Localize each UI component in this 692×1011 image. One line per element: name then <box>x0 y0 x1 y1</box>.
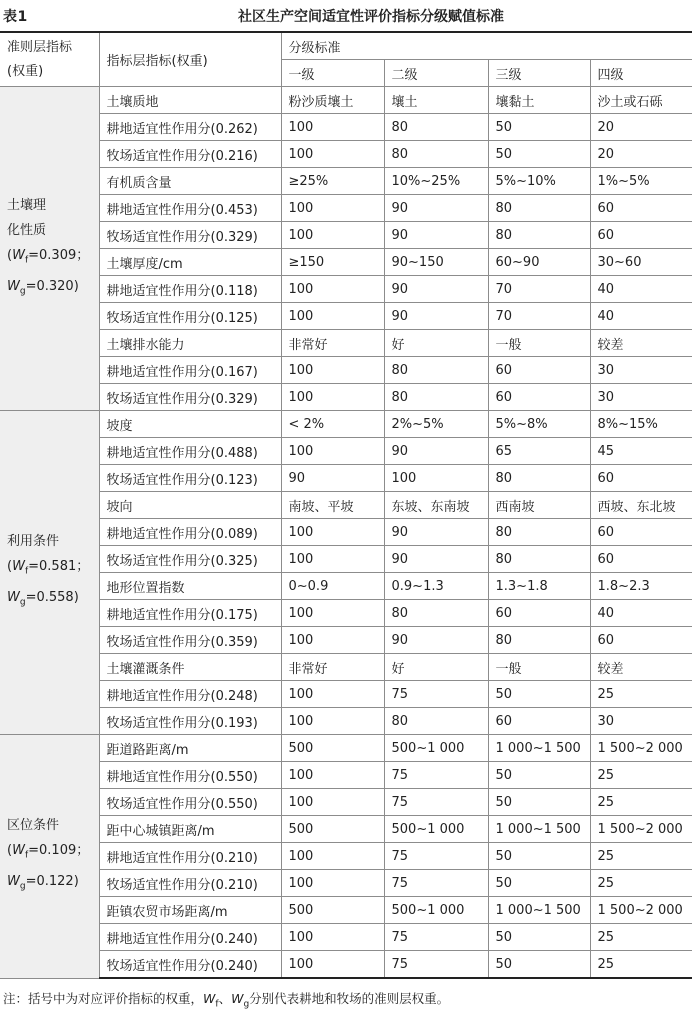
level-4-cell: 60 <box>590 627 692 654</box>
level-3-cell: 80 <box>488 195 590 222</box>
level-4-cell: 40 <box>590 303 692 330</box>
level-3-cell: 60 <box>488 357 590 384</box>
level-4-cell: 30~60 <box>590 249 692 276</box>
indicator-cell: 牧场适宜性作用分(0.329) <box>99 222 281 249</box>
level-1-cell: 100 <box>281 438 384 465</box>
weight-subscript: f <box>24 850 29 861</box>
indicator-cell: 土壤质地 <box>99 87 281 114</box>
level-3-cell: 一般 <box>488 330 590 357</box>
level-3-cell: 65 <box>488 438 590 465</box>
indicator-cell: 牧场适宜性作用分(0.325) <box>99 546 281 573</box>
table-row <box>0 573 692 600</box>
level-4-cell: 1 500~2 000 <box>590 816 692 843</box>
level-4-cell: 60 <box>590 222 692 249</box>
indicator-cell: 牧场适宜性作用分(0.240) <box>99 951 281 979</box>
table-row <box>0 87 692 114</box>
table-row <box>0 789 692 816</box>
level-1-cell: 100 <box>281 627 384 654</box>
weight-value: 0.581 <box>39 559 77 575</box>
criterion-name: 区位条件 <box>7 818 60 834</box>
table-number: 表1 <box>3 9 28 25</box>
weight-symbol: W <box>7 278 20 294</box>
level-3-cell: 壤黏土 <box>488 87 590 114</box>
level-1-cell: 100 <box>281 519 384 546</box>
weight-symbol: W <box>7 873 20 889</box>
table-row <box>0 951 692 979</box>
level-3-cell: 50 <box>488 789 590 816</box>
indicator-cell: 牧场适宜性作用分(0.359) <box>99 627 281 654</box>
level-4-cell: 1.8~2.3 <box>590 573 692 600</box>
indicator-cell: 有机质含量 <box>99 168 281 195</box>
weight-value: 0.320 <box>36 278 74 294</box>
level-2-cell: 80 <box>384 141 488 168</box>
level-3-cell: 50 <box>488 924 590 951</box>
note-sub-g: g <box>243 999 250 1010</box>
criterion-weight-g: $W_g=0.122$) <box>7 873 79 892</box>
level-3-cell: 50 <box>488 141 590 168</box>
table-row <box>0 195 692 222</box>
table-row <box>0 330 692 357</box>
table-row <box>0 249 692 276</box>
level-1-cell: 100 <box>281 681 384 708</box>
level-1-cell: ≥150 <box>281 249 384 276</box>
table-row <box>0 546 692 573</box>
level-1-cell: 500 <box>281 735 384 762</box>
criterion-cell <box>0 87 99 411</box>
level-4-cell: 30 <box>590 708 692 735</box>
criterion-weight-f: ($W_f=0.581$； <box>7 559 90 577</box>
indicator-cell: 耕地适宜性作用分(0.550) <box>99 762 281 789</box>
header-row <box>0 33 692 60</box>
level-1-cell: < 2% <box>281 411 384 438</box>
table-row <box>0 843 692 870</box>
level-4-cell: 1 500~2 000 <box>590 735 692 762</box>
level-2-cell: 2%~5% <box>384 411 488 438</box>
level-3-cell: 1 000~1 500 <box>488 735 590 762</box>
note-prefix: 注：括号中为对应评价指标的权重， <box>3 991 204 1006</box>
table-row <box>0 627 692 654</box>
weight-subscript: g <box>19 286 26 297</box>
indicator-cell: 耕地适宜性作用分(0.453) <box>99 195 281 222</box>
level-2-cell: 100 <box>384 465 488 492</box>
level-1-cell: 非常好 <box>281 654 384 681</box>
criterion-weight-f: ($W_f=0.109$； <box>7 843 90 861</box>
criterion-weight-f: ($W_f=0.309$； <box>7 247 90 266</box>
table-row <box>0 168 692 195</box>
note-sub-f: f <box>215 999 219 1010</box>
indicator-cell: 牧场适宜性作用分(0.123) <box>99 465 281 492</box>
header-level-1: 一级 <box>281 60 384 87</box>
header-level-3: 三级 <box>488 60 590 87</box>
level-2-cell: 壤土 <box>384 87 488 114</box>
level-4-cell: 60 <box>590 519 692 546</box>
level-3-cell: 80 <box>488 222 590 249</box>
level-3-cell: 80 <box>488 519 590 546</box>
table-title: 社区生产空间适宜性评价指标分级赋值标准 <box>238 9 504 25</box>
weight-symbol: W <box>12 559 25 575</box>
indicator-cell: 牧场适宜性作用分(0.329) <box>99 384 281 411</box>
note-w-g: W <box>231 991 244 1006</box>
level-3-cell: 西南坡 <box>488 492 590 519</box>
header-grading: 分级标准 <box>281 33 692 60</box>
level-1-cell: 100 <box>281 870 384 897</box>
level-1-cell: 100 <box>281 762 384 789</box>
level-2-cell: 90 <box>384 546 488 573</box>
level-1-cell: 100 <box>281 924 384 951</box>
weight-value: 0.309 <box>39 247 77 263</box>
criterion-name: 土壤理 <box>7 197 47 213</box>
level-2-cell: 10%~25% <box>384 168 488 195</box>
weight-subscript: f <box>24 255 29 266</box>
level-2-cell: 75 <box>384 789 488 816</box>
header-criterion <box>0 33 99 87</box>
weight-symbol: W <box>7 590 20 605</box>
level-1-cell: 非常好 <box>281 330 384 357</box>
table-row <box>0 654 692 681</box>
table-row <box>0 870 692 897</box>
weight-value: 0.109 <box>39 843 77 859</box>
level-2-cell: 500~1 000 <box>384 897 488 924</box>
level-3-cell: 60 <box>488 708 590 735</box>
level-4-cell: 25 <box>590 951 692 979</box>
level-4-cell: 25 <box>590 789 692 816</box>
level-2-cell: 75 <box>384 843 488 870</box>
level-1-cell: 90 <box>281 465 384 492</box>
indicator-cell: 土壤排水能力 <box>99 330 281 357</box>
level-3-cell: 5%~10% <box>488 168 590 195</box>
level-1-cell: 100 <box>281 789 384 816</box>
indicator-cell: 牧场适宜性作用分(0.550) <box>99 789 281 816</box>
indicator-cell: 耕地适宜性作用分(0.262) <box>99 114 281 141</box>
note-w-f: W <box>203 991 216 1006</box>
header-level-4: 四级 <box>590 60 692 87</box>
level-2-cell: 好 <box>384 330 488 357</box>
level-3-cell: 60~90 <box>488 249 590 276</box>
indicator-cell: 距镇农贸市场距离/m <box>99 897 281 924</box>
level-4-cell: 20 <box>590 114 692 141</box>
level-4-cell: 40 <box>590 600 692 627</box>
level-4-cell: 40 <box>590 276 692 303</box>
indicator-cell: 耕地适宜性作用分(0.175) <box>99 600 281 627</box>
indicator-cell: 耕地适宜性作用分(0.248) <box>99 681 281 708</box>
level-2-cell: 90 <box>384 438 488 465</box>
table-row <box>0 465 692 492</box>
level-4-cell: 8%~15% <box>590 411 692 438</box>
indicator-cell: 坡向 <box>99 492 281 519</box>
table-row <box>0 519 692 546</box>
level-2-cell: 80 <box>384 114 488 141</box>
level-4-cell: 1 500~2 000 <box>590 897 692 924</box>
indicator-cell: 耕地适宜性作用分(0.210) <box>99 843 281 870</box>
level-1-cell: 100 <box>281 600 384 627</box>
indicator-cell: 耕地适宜性作用分(0.240) <box>99 924 281 951</box>
level-2-cell: 75 <box>384 924 488 951</box>
level-2-cell: 0.9~1.3 <box>384 573 488 600</box>
weight-value: 0.558 <box>36 590 74 605</box>
level-2-cell: 90 <box>384 303 488 330</box>
level-3-cell: 50 <box>488 843 590 870</box>
level-2-cell: 75 <box>384 681 488 708</box>
level-3-cell: 60 <box>488 600 590 627</box>
table-row <box>0 492 692 519</box>
level-3-cell: 50 <box>488 951 590 979</box>
weight-value: 0.122 <box>36 873 74 889</box>
level-1-cell: 0~0.9 <box>281 573 384 600</box>
indicator-cell: 耕地适宜性作用分(0.488) <box>99 438 281 465</box>
indicator-cell: 坡度 <box>99 411 281 438</box>
weight-subscript: f <box>24 567 29 577</box>
level-1-cell: 100 <box>281 303 384 330</box>
level-3-cell: 50 <box>488 114 590 141</box>
level-3-cell: 50 <box>488 870 590 897</box>
level-2-cell: 90 <box>384 519 488 546</box>
criterion-cell <box>0 411 99 735</box>
level-4-cell: 西坡、东北坡 <box>590 492 692 519</box>
level-4-cell: 60 <box>590 195 692 222</box>
level-4-cell: 60 <box>590 546 692 573</box>
level-1-cell: 100 <box>281 222 384 249</box>
table-body <box>0 33 692 978</box>
level-2-cell: 75 <box>384 951 488 979</box>
indicator-cell: 耕地适宜性作用分(0.118) <box>99 276 281 303</box>
level-1-cell: 500 <box>281 816 384 843</box>
indicator-cell: 牧场适宜性作用分(0.193) <box>99 708 281 735</box>
indicator-cell: 地形位置指数 <box>99 573 281 600</box>
criterion-weight-g: $W_g=0.320$) <box>7 278 79 297</box>
level-1-cell: 南坡、平坡 <box>281 492 384 519</box>
level-2-cell: 80 <box>384 357 488 384</box>
level-4-cell: 较差 <box>590 330 692 357</box>
table-row <box>0 276 692 303</box>
level-2-cell: 80 <box>384 384 488 411</box>
weight-symbol: W <box>12 843 25 859</box>
weight-subscript: g <box>19 597 26 608</box>
table-row <box>0 897 692 924</box>
indicator-cell: 耕地适宜性作用分(0.167) <box>99 357 281 384</box>
level-2-cell: 东坡、东南坡 <box>384 492 488 519</box>
title-bar <box>0 0 692 30</box>
criterion-cell <box>0 735 99 979</box>
level-2-cell: 75 <box>384 762 488 789</box>
header-level-2: 二级 <box>384 60 488 87</box>
indicator-cell: 距道路距离/m <box>99 735 281 762</box>
table-row <box>0 600 692 627</box>
table-row <box>0 357 692 384</box>
level-1-cell: 100 <box>281 843 384 870</box>
level-3-cell: 80 <box>488 627 590 654</box>
level-2-cell: 90 <box>384 627 488 654</box>
level-2-cell: 90 <box>384 222 488 249</box>
level-4-cell: 25 <box>590 924 692 951</box>
table-row <box>0 438 692 465</box>
level-3-cell: 70 <box>488 303 590 330</box>
level-3-cell: 1 000~1 500 <box>488 897 590 924</box>
level-3-cell: 60 <box>488 384 590 411</box>
level-3-cell: 80 <box>488 546 590 573</box>
header-criterion-line2: (权重) <box>7 63 44 79</box>
header-criterion-line1: 准则层指标 <box>7 39 73 55</box>
level-1-cell: 100 <box>281 141 384 168</box>
level-2-cell: 500~1 000 <box>384 735 488 762</box>
level-1-cell: 100 <box>281 195 384 222</box>
level-3-cell: 5%~8% <box>488 411 590 438</box>
level-2-cell: 80 <box>384 600 488 627</box>
level-1-cell: 100 <box>281 114 384 141</box>
indicator-cell: 土壤灌溉条件 <box>99 654 281 681</box>
level-4-cell: 25 <box>590 762 692 789</box>
criterion-name: 化性质 <box>7 222 47 238</box>
level-3-cell: 80 <box>488 465 590 492</box>
indicator-cell: 耕地适宜性作用分(0.089) <box>99 519 281 546</box>
level-4-cell: 沙土或石砾 <box>590 87 692 114</box>
header-indicator: 指标层指标(权重) <box>99 33 281 87</box>
level-4-cell: 30 <box>590 384 692 411</box>
table-row <box>0 411 692 438</box>
table-row <box>0 384 692 411</box>
weight-subscript: g <box>19 881 26 892</box>
table-note <box>3 989 449 1010</box>
table-row <box>0 735 692 762</box>
level-3-cell: 50 <box>488 681 590 708</box>
note-suffix: 分别代表耕地和牧场的准则层权重。 <box>249 991 450 1006</box>
level-1-cell: 100 <box>281 951 384 979</box>
level-1-cell: 100 <box>281 708 384 735</box>
table-row <box>0 222 692 249</box>
indicator-cell: 距中心城镇距离/m <box>99 816 281 843</box>
level-1-cell: 100 <box>281 276 384 303</box>
level-2-cell: 好 <box>384 654 488 681</box>
level-2-cell: 75 <box>384 870 488 897</box>
level-1-cell: 100 <box>281 357 384 384</box>
level-2-cell: 80 <box>384 708 488 735</box>
table-row <box>0 114 692 141</box>
level-1-cell: 500 <box>281 897 384 924</box>
criterion-weight-g: $W_g=0.558$) <box>7 590 79 608</box>
indicator-cell: 牧场适宜性作用分(0.216) <box>99 141 281 168</box>
indicator-cell: 牧场适宜性作用分(0.210) <box>99 870 281 897</box>
level-2-cell: 90~150 <box>384 249 488 276</box>
level-3-cell: 一般 <box>488 654 590 681</box>
level-3-cell: 70 <box>488 276 590 303</box>
level-4-cell: 1%~5% <box>590 168 692 195</box>
grading-table <box>0 33 692 979</box>
table-row <box>0 708 692 735</box>
level-3-cell: 1 000~1 500 <box>488 816 590 843</box>
level-3-cell: 50 <box>488 762 590 789</box>
level-4-cell: 25 <box>590 681 692 708</box>
level-4-cell: 45 <box>590 438 692 465</box>
table-row <box>0 816 692 843</box>
note-separator: 、 <box>218 991 232 1006</box>
level-1-cell: 100 <box>281 384 384 411</box>
level-4-cell: 30 <box>590 357 692 384</box>
level-4-cell: 较差 <box>590 654 692 681</box>
level-3-cell: 1.3~1.8 <box>488 573 590 600</box>
table-row <box>0 141 692 168</box>
level-4-cell: 20 <box>590 141 692 168</box>
level-2-cell: 500~1 000 <box>384 816 488 843</box>
table-row <box>0 681 692 708</box>
table-row <box>0 303 692 330</box>
level-1-cell: ≥25% <box>281 168 384 195</box>
level-4-cell: 25 <box>590 843 692 870</box>
table-row <box>0 924 692 951</box>
level-2-cell: 90 <box>384 276 488 303</box>
level-4-cell: 25 <box>590 870 692 897</box>
level-4-cell: 60 <box>590 465 692 492</box>
indicator-cell: 土壤厚度/cm <box>99 249 281 276</box>
level-1-cell: 100 <box>281 546 384 573</box>
level-2-cell: 90 <box>384 195 488 222</box>
table-row <box>0 762 692 789</box>
criterion-name: 利用条件 <box>7 534 60 550</box>
weight-symbol: W <box>12 247 25 263</box>
level-1-cell: 粉沙质壤土 <box>281 87 384 114</box>
indicator-cell: 牧场适宜性作用分(0.125) <box>99 303 281 330</box>
